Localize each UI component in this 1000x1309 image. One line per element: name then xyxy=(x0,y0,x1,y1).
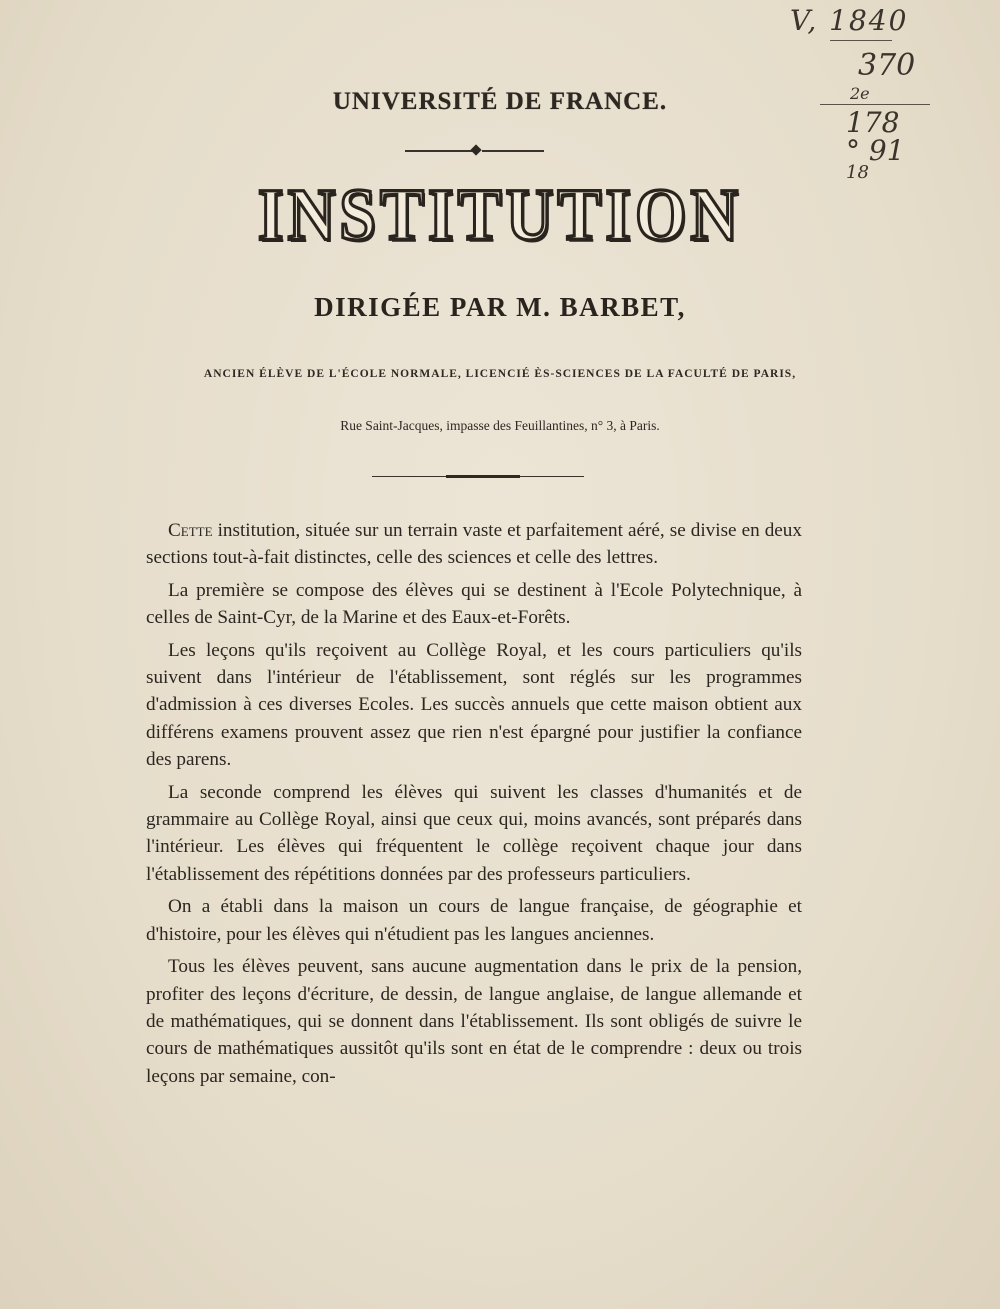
paragraph-6 xyxy=(146,953,802,1090)
annotation-note-178: 178 xyxy=(846,106,900,139)
address-line: Rue Saint-Jacques, impasse des Feuillantines, n° 3, à Paris. xyxy=(340,418,660,433)
institution-title: INSTITUTION xyxy=(257,174,743,257)
paragraph-1 xyxy=(146,517,802,572)
ornament-rule-left xyxy=(405,150,473,152)
paragraph-text: La première se compose des élèves qui se destinent à l'Ecole Polytechnique, à celles de Saint-Cyr, de la Marine et des Eaux-et-Forêts. xyxy=(146,579,802,629)
ornament-rule-left xyxy=(372,476,446,477)
ornament-rule-center xyxy=(446,475,520,478)
ornament-rule-right xyxy=(520,476,584,477)
body-text xyxy=(146,517,802,1095)
paragraph-text: On a établi dans la maison un cours de langue française, de géographie et d'histoire, pour les élèves qui n'étudient pas les langues anciennes. xyxy=(146,896,802,945)
annotation-note-2e: 2e xyxy=(850,84,870,103)
paragraph-3 xyxy=(146,637,802,774)
ornament-rule-right xyxy=(482,150,544,152)
paragraph-text: Les leçons qu'ils reçoivent au Collège Royal, et les cours particuliers qu'ils suivent dans l'intérieur de l'établissement, sont réglés sur les programmes d'admission à ces diverses Ecoles. Les succès annuels que cette maison obtient aux différens examens prouvent assez que rien n'est épargné pour justifier la confiance des parens. xyxy=(146,639,802,771)
university-heading: UNIVERSITÉ DE FRANCE. xyxy=(332,88,668,115)
ornament-diamond xyxy=(470,144,481,155)
shelfmark-annotation: V, 1840 xyxy=(790,4,909,37)
annotation-rule xyxy=(830,40,892,41)
annotation-note-91: ° 91 xyxy=(846,134,905,167)
paragraph-text: La seconde comprend les élèves qui suivent les classes d'humanités et de grammaire au Collège Royal, ainsi que ceux qui, moins avancés, sont préparés dans l'intérieur. Les élèves qui fréquentent le collège reçoivent chaque jour dans l'établissement des répétitions données par des professeurs particuliers. xyxy=(146,781,802,885)
paragraph-lead: Cette xyxy=(168,520,213,541)
paragraph-text: institution, située sur un terrain vaste et parfaitement aéré, se divise en deux sections tout-à-fait distinctes, celle des sciences et celle des lettres. xyxy=(146,520,802,569)
director-line: DIRIGÉE PAR M. BARBET, xyxy=(314,292,686,322)
paragraph-5 xyxy=(146,893,802,948)
paragraph-4 xyxy=(146,779,802,889)
annotation-note-370: 370 xyxy=(858,48,916,83)
credentials-line: ANCIEN ÉLÈVE DE L'ÉCOLE NORMALE, LICENCIÉ ÈS-SCIENCES DE LA FACULTÉ DE PARIS, xyxy=(203,368,797,380)
annotation-note-18: 18 xyxy=(846,162,869,183)
paragraph-2 xyxy=(146,577,802,632)
paragraph-text: Tous les élèves peuvent, sans aucune augmentation dans le prix de la pension, profiter des leçons d'écriture, de dessin, de langue anglaise, de langue allemande et de mathématiques, qui se donnent dans l'établissement. Ils sont obligés de suivre le cours de mathématiques aussitôt qu'ils sont en état de le comprendre : deux ou trois leçons par semaine, con- xyxy=(146,956,802,1087)
